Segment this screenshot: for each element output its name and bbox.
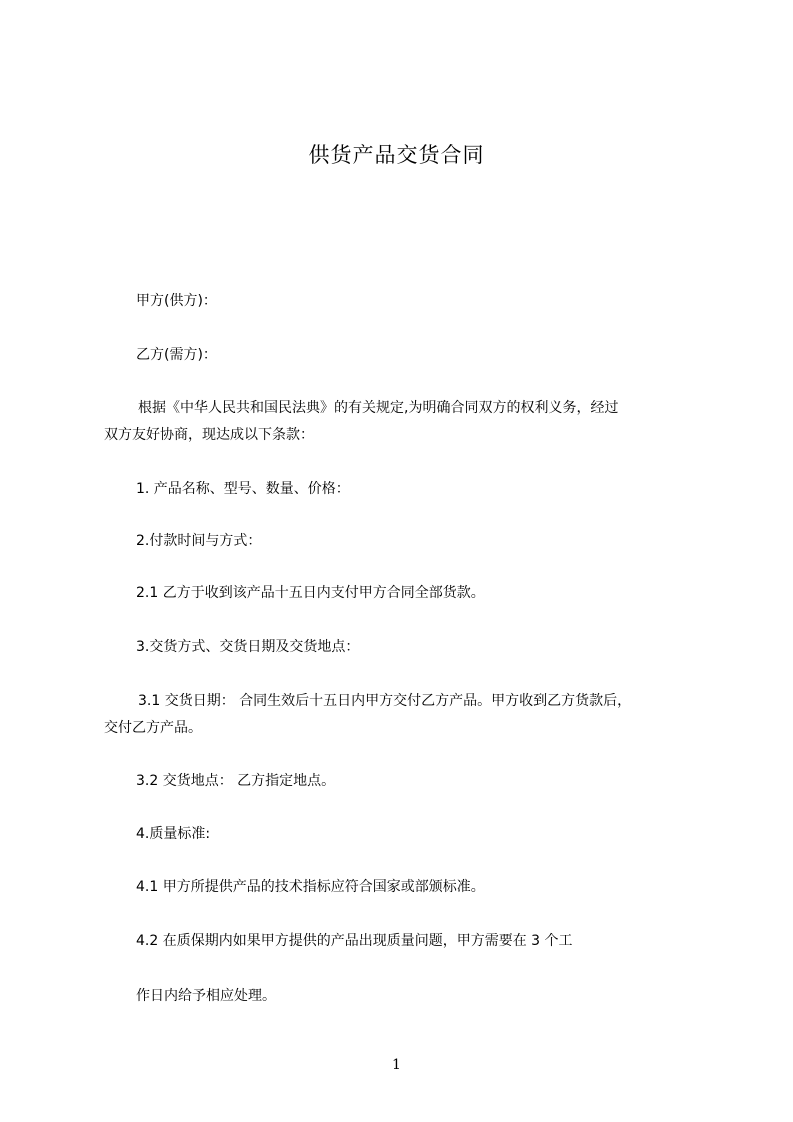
party-a-label: 甲方(供方)：: [136, 293, 217, 309]
clause-4-1: 4.1 甲方所提供产品的技术指标应符合国家或部颁标准。: [136, 879, 485, 895]
clause-2-1: 2.1 乙方于收到该产品十五日内支付甲方合同全部货款。: [136, 585, 485, 601]
document-title: 供货产品交货合同: [308, 143, 485, 167]
clause-2: 2.付款时间与方式：: [136, 533, 262, 549]
clause-3-1-line-2: 交付乙方产品。: [104, 720, 202, 736]
preamble-line-2: 双方友好协商，现达成以下条款：: [104, 427, 314, 443]
clause-4-2-line-2: 作日内给予相应处理。: [136, 988, 276, 1004]
party-b-label: 乙方(需方)：: [136, 347, 217, 363]
clause-1: 1. 产品名称、型号、数量、价格：: [136, 481, 350, 497]
clause-4: 4.质量标准:: [136, 826, 211, 842]
preamble-line-1: 根据《中华人民共和国民法典》的有关规定,为明确合同双方的权利义务，经过: [138, 400, 619, 416]
clause-4-2-line-1: 4.2 在质保期内如果甲方提供的产品出现质量问题，甲方需要在 3 个工: [136, 933, 573, 949]
clause-3-1-line-1: 3.1 交货日期： 合同生效后十五日内甲方交付乙方产品。甲方收到乙方货款后，: [138, 693, 632, 709]
clause-3: 3.交货方式、交货日期及交货地点：: [136, 639, 360, 655]
page-number: 1: [392, 1057, 401, 1073]
clause-3-2: 3.2 交货地点： 乙方指定地点。: [136, 773, 336, 789]
